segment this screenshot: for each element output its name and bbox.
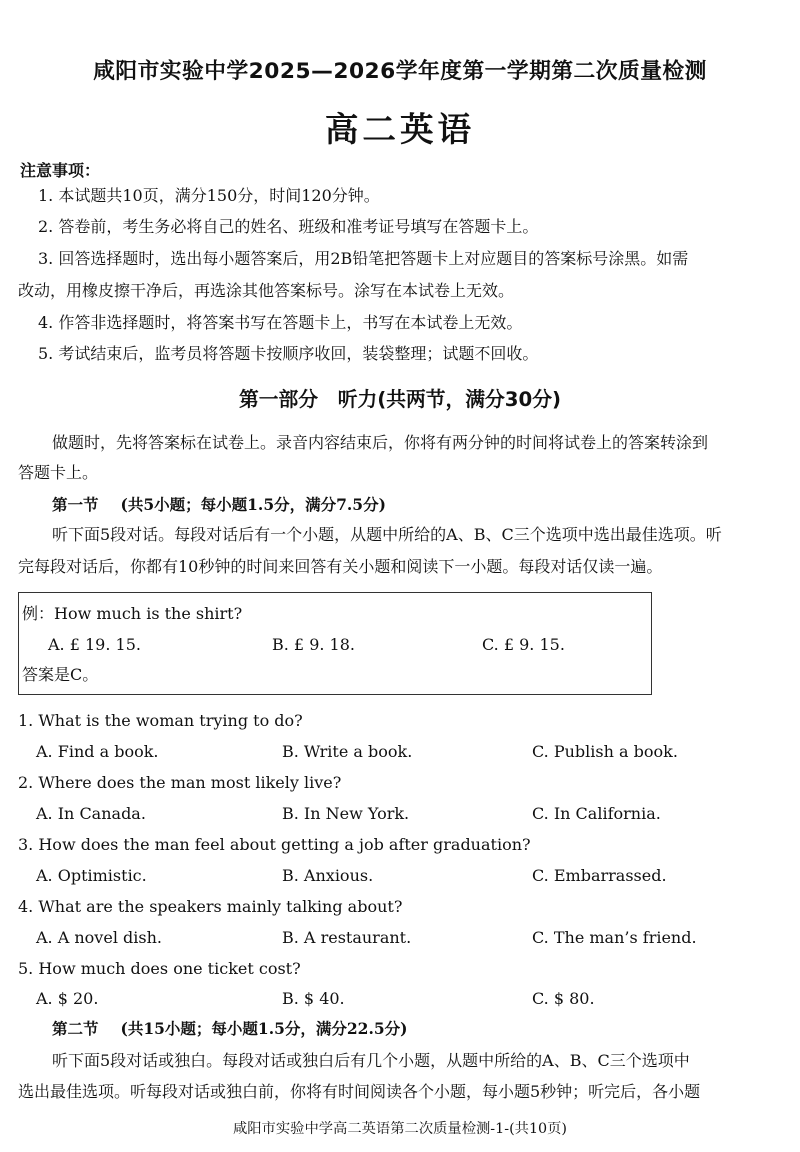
section2-instruction-line: 听下面5段对话或独白。每段对话或独白后有几个小题，从题中所给的A、B、C三个选项中	[52, 1051, 690, 1070]
notice-line: 2. 答卷前，考生务必将自己的姓名、班级和准考证号填写在答题卡上。	[38, 217, 539, 236]
section1-instruction-line: 听下面5段对话。每段对话后有一个小题，从题中所给的A、B、C三个选项中选出最佳选项。听	[52, 525, 722, 544]
section1-heading	[52, 494, 386, 516]
notice-line: 4. 作答非选择题时，将答案书写在答题卡上，书写在本试卷上无效。	[38, 313, 523, 332]
part1-intro-line: 答题卡上。	[18, 463, 99, 482]
section1-info: (共5小题；每小题1.5分，满分7.5分)	[120, 495, 386, 514]
question-2: 2. Where does the man most likely live?	[18, 773, 342, 792]
q2-option-a: A. In Canada.	[36, 804, 146, 823]
q4-option-a: A. A novel dish.	[36, 928, 162, 947]
example-option-c: C. £ 9. 15.	[482, 635, 565, 654]
q1-option-c: C. Publish a book.	[532, 742, 678, 761]
q5-option-b: B. $ 40.	[282, 989, 345, 1008]
notice-line: 5. 考试结束后，监考员将答题卡按顺序收回，装袋整理；试题不回收。	[38, 344, 539, 363]
exam-title: 咸阳市实验中学2025—2026学年度第一学期第二次质量检测	[93, 59, 707, 84]
question-1: 1. What is the woman trying to do?	[18, 711, 303, 730]
example-option-a: A. £ 19. 15.	[48, 635, 141, 654]
q2-option-b: B. In New York.	[282, 804, 410, 823]
section1-instruction-line: 完每段对话后，你都有10秒钟的时间来回答有关小题和阅读下一小题。每段对话仅读一遍。	[18, 557, 663, 576]
section2-instruction-line: 选出最佳选项。听每段对话或独白前，你将有时间阅读各个小题，每小题5秒钟；听完后，各小题	[18, 1082, 701, 1101]
page-footer: 咸阳市实验中学高二英语第二次质量检测-1-(共10页)	[232, 1121, 568, 1137]
q3-option-b: B. Anxious.	[282, 866, 374, 885]
q4-option-c: C. The man’s friend.	[532, 928, 697, 947]
question-5: 5. How much does one ticket cost?	[18, 959, 301, 978]
q5-option-c: C. $ 80.	[532, 989, 595, 1008]
question-4: 4. What are the speakers mainly talking about?	[18, 897, 403, 916]
notice-line: 改动，用橡皮擦干净后，再选涂其他答案标号。涂写在本试卷上无效。	[18, 281, 515, 300]
part1-heading: 第一部分 听力(共两节，满分30分)	[238, 388, 562, 411]
section2-info: (共15小题；每小题1.5分，满分22.5分)	[120, 1019, 408, 1038]
q1-option-b: B. Write a book.	[282, 742, 413, 761]
exam-subject: 高二英语	[324, 110, 476, 149]
example-option-b: B. £ 9. 18.	[272, 635, 355, 654]
q4-option-b: B. A restaurant.	[282, 928, 412, 947]
example-answer: 答案是C。	[22, 665, 99, 684]
question-3: 3. How does the man feel about getting a job after graduation?	[18, 835, 531, 854]
section2-heading	[52, 1018, 407, 1040]
section1-name: 第一节	[52, 496, 99, 514]
section2-name: 第二节	[52, 1020, 99, 1038]
notice-heading: 注意事项：	[20, 161, 101, 180]
q3-option-a: A. Optimistic.	[36, 866, 147, 885]
q5-option-a: A. $ 20.	[36, 989, 99, 1008]
notice-line: 1. 本试题共10页，满分150分，时间120分钟。	[38, 186, 380, 205]
q1-option-a: A. Find a book.	[36, 742, 159, 761]
q3-option-c: C. Embarrassed.	[532, 866, 667, 885]
q2-option-c: C. In California.	[532, 804, 661, 823]
example-question: 例：How much is the shirt?	[22, 604, 243, 623]
notice-line: 3. 回答选择题时，选出每小题答案后，用2B铅笔把答题卡上对应题目的答案标号涂黑。如需	[38, 249, 689, 268]
part1-intro-line: 做题时，先将答案标在试卷上。录音内容结束后，你将有两分钟的时间将试卷上的答案转涂到	[52, 433, 709, 452]
